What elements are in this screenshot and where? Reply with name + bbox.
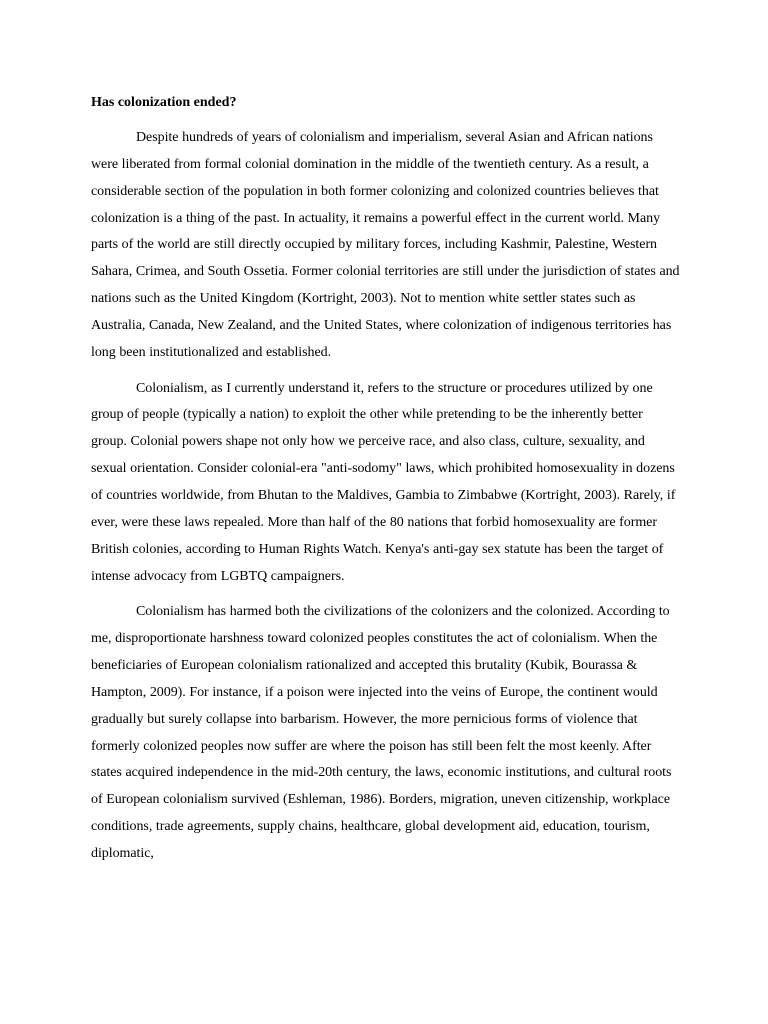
paragraph-1: Despite hundreds of years of colonialism and imperialism, several Asian and African nations were liberated from formal colonial domination in the middle of the twentieth century. As a result, a considerable section of the population in both former colonizing and colonized countries believes that colonization is a thing of the past. In actuality, it remains a powerful effect in the current world. Many parts of the world are still directly occupied by military forces, including Kashmir, Palestine, Western Sahara, Crimea, and South Ossetia. Former colonial territories are still under the jurisdiction of states and nations such as the United Kingdom (Kortright, 2003). Not to mention white settler states such as Australia, Canada, New Zealand, and the United States, where colonization of indigenous territories has long been institutionalized and established. (91, 130, 680, 360)
document-body (91, 90, 681, 877)
paragraph-3: Colonialism has harmed both the civilizations of the colonizers and the colonized. According to me, disproportionate harshness toward colonized peoples constitutes the act of colonialism. When the beneficiaries of European colonialism rationalized and accepted this brutality (Kubik, Bourassa & Hampton, 2009). For instance, if a poison were injected into the veins of Europe, the continent would gradually but surely collapse into barbarism. However, the more pernicious forms of violence that formerly colonized peoples now suffer are where the poison has still been felt the most keenly. After states acquired independence in the mid-20th century, the laws, economic institutions, and cultural roots of European colonialism survived (Eshleman, 1986). Borders, migration, uneven citizenship, workplace conditions, trade agreements, supply chains, healthcare, global development aid, education, tourism, diplomatic, (91, 604, 672, 861)
paragraph-2: Colonialism, as I currently understand it, refers to the structure or procedures utilized by one group of people (typically a nation) to exploit the other while pretending to be the inherently better group. Colonial powers shape not only how we perceive race, and also class, culture, sexuality, and sexual orientation. Consider colonial-era "anti-sodomy" laws, which prohibited homosexuality in dozens of countries worldwide, from Bhutan to the Maldives, Gambia to Zimbabwe (Kortright, 2003). Rarely, if ever, were these laws repealed. More than half of the 80 nations that forbid homosexuality are former British colonies, according to Human Rights Watch. Kenya's anti-gay sex statute has been the target of intense advocacy from LGBTQ campaigners. (91, 380, 676, 584)
document-title: Has colonization ended? (91, 95, 237, 110)
